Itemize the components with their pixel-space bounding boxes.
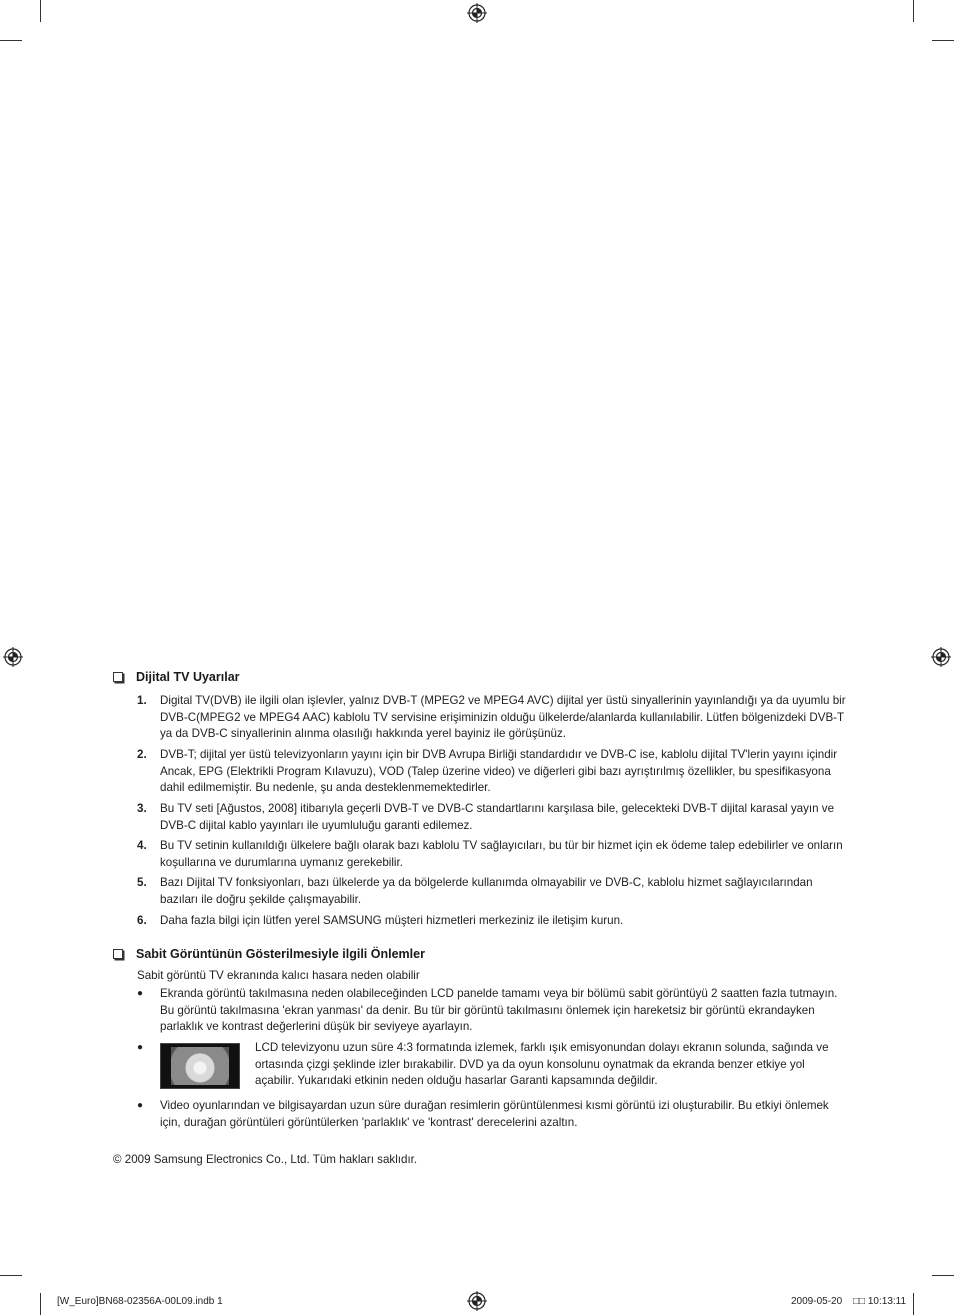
- crop-mark-icon: [40, 0, 41, 22]
- tv-screen-image: [171, 1047, 229, 1085]
- item-text: LCD televizyonu uzun süre 4:3 formatında izlemek, farklı ışık emisyonundan dolayı ekranın solunda, sağında ve ortasında çizgi şeklinde izler bırakabilir. DVD ya da oyun konsolunu oynatmak da ekranda benzer etkiye yol açabilir. Yukarıdaki etkinin neden olduğu hasarlar Garanti kapsamında değildir.: [255, 1041, 829, 1087]
- section-title-digital-tv: [113, 670, 240, 684]
- item-text: Daha fazla bilgi için lütfen yerel SAMSUNG müşteri hizmetleri merkeziniz ile iletişim kurun.: [160, 914, 624, 927]
- list-item: [137, 801, 847, 834]
- item-text: Video oyunlarından ve bilgisayardan uzun süre durağan resimlerin görüntülenmesi kısmi görüntü izi oluşturabilir. Bu etkiyi önlemek için, durağan görüntüleri görüntülerken 'parlaklık' ve 'kontrast' derecelerini azaltın.: [160, 1099, 829, 1129]
- registration-mark-icon: [467, 1291, 487, 1311]
- registration-mark-icon: [931, 647, 951, 667]
- section-title-text: Dijital TV Uyarılar: [136, 670, 240, 684]
- crop-mark-icon: [40, 1293, 41, 1315]
- list-item: [137, 913, 847, 930]
- crop-mark-icon: [0, 40, 22, 41]
- checkbox-icon: [113, 949, 123, 959]
- list-item: [137, 838, 847, 871]
- crop-mark-icon: [913, 1293, 914, 1315]
- item-number: 6.: [137, 914, 147, 927]
- footer-time: □□ 10:13:11: [853, 1296, 907, 1307]
- list-item: [137, 875, 847, 908]
- list-item: [137, 693, 847, 743]
- item-text: Bu TV setinin kullanıldığı ülkelere bağlı olarak bazı kablolu TV sağlayıcıları, bu tür bir hizmet için ek ödeme talep edebilirler ve onların koşullarına ve durumlarına uymanız gerekebilir.: [160, 839, 843, 869]
- item-text: Digital TV(DVB) ile ilgili olan işlevler, yalnız DVB-T (MPEG2 ve MPEG4 AVC) dijital yer üstü sinyallerinin yayınlandığı ya da uyumlu bir DVB-C(MPEG2 ve MPEG4 AAC) kablolu TV servisine erişiminizin olduğu ülkelerde/alanlarda kullanılabilir. Lütfen bölgenizdeki DVB-T ya da DVB-C sinyallerinin alınma olasılığı hakkında yerel bayiniz ile görüşünüz.: [160, 694, 846, 740]
- item-text: Ekranda görüntü takılmasına neden olabileceğinden LCD panelde tamamı veya bir bölümü sabit görüntüyü 2 saatten fazla tutmayın. Bu görüntü takılmasına 'ekran yanması' da denir. Bu tür bir görüntü takılmasını önlemek için hareketsiz bir görüntü ekrandayken parlaklık ve kontrast değerlerini düşük bir seviyeye ayarlayın.: [160, 987, 838, 1033]
- item-text: Bazı Dijital TV fonksiyonları, bazı ülkelerde ya da bölgelerde kullanımda olmayabilir ve DVB-C, kablolu hizmet sağlayıcılarından bazıları ile doğru şekilde çalışmayabilir.: [160, 876, 813, 906]
- list-item: [137, 1098, 847, 1131]
- footer-file-name: [W_Euro]BN68-02356A-00L09.indb 1: [57, 1296, 223, 1307]
- item-number: 4.: [137, 839, 147, 852]
- item-number: 1.: [137, 694, 147, 707]
- footer-date: 2009-05-20: [791, 1296, 843, 1307]
- registration-mark-icon: [467, 3, 487, 23]
- checkbox-icon: [113, 672, 123, 682]
- registration-mark-icon: [3, 647, 23, 667]
- crop-mark-icon: [932, 40, 954, 41]
- item-number: 3.: [137, 802, 147, 815]
- section-title-static-image: [113, 947, 425, 961]
- tv-illustration: [160, 1043, 240, 1089]
- bullet-icon: ●: [137, 1042, 144, 1053]
- item-number: 5.: [137, 876, 147, 889]
- list-item: [137, 747, 847, 797]
- item-number: 2.: [137, 748, 147, 761]
- list-item: [137, 986, 847, 1036]
- list-item: [137, 1040, 847, 1090]
- copyright-text: © 2009 Samsung Electronics Co., Ltd. Tüm hakları saklıdır.: [113, 1153, 418, 1166]
- item-text: Bu TV seti [Ağustos, 2008] itibarıyla geçerli DVB-T ve DVB-C standartlarını karşılasa bile, gelecekteki DVB-T dijital karasal yayın ve DVB-C dijital kablo yayınları ile uyumluluğu garanti edilemez.: [160, 802, 835, 832]
- item-text: DVB-T; dijital yer üstü televizyonların yayını için bir DVB Avrupa Birliği standardıdır ve DVB-C ise, kablolu dijital TV'lerin yayını içindir Ancak, EPG (Elektrikli Program Kılavuzu), VOD (Talep üzerine video) ve diğerleri gibi bazı ayrıştırılmış özellikler, bu spesifikasyona dahil edilmemiştir. Bu nedenle, şu anda desteklenmemektedirler.: [160, 748, 838, 794]
- bullet-icon: ●: [137, 988, 144, 999]
- section-intro: Sabit görüntü TV ekranında kalıcı hasara neden olabilir: [137, 969, 420, 982]
- crop-mark-icon: [932, 1275, 954, 1276]
- bullet-icon: ●: [137, 1100, 144, 1111]
- section-title-text: Sabit Görüntünün Gösterilmesiyle ilgili Önlemler: [136, 947, 425, 961]
- crop-mark-icon: [913, 0, 914, 22]
- crop-mark-icon: [0, 1275, 22, 1276]
